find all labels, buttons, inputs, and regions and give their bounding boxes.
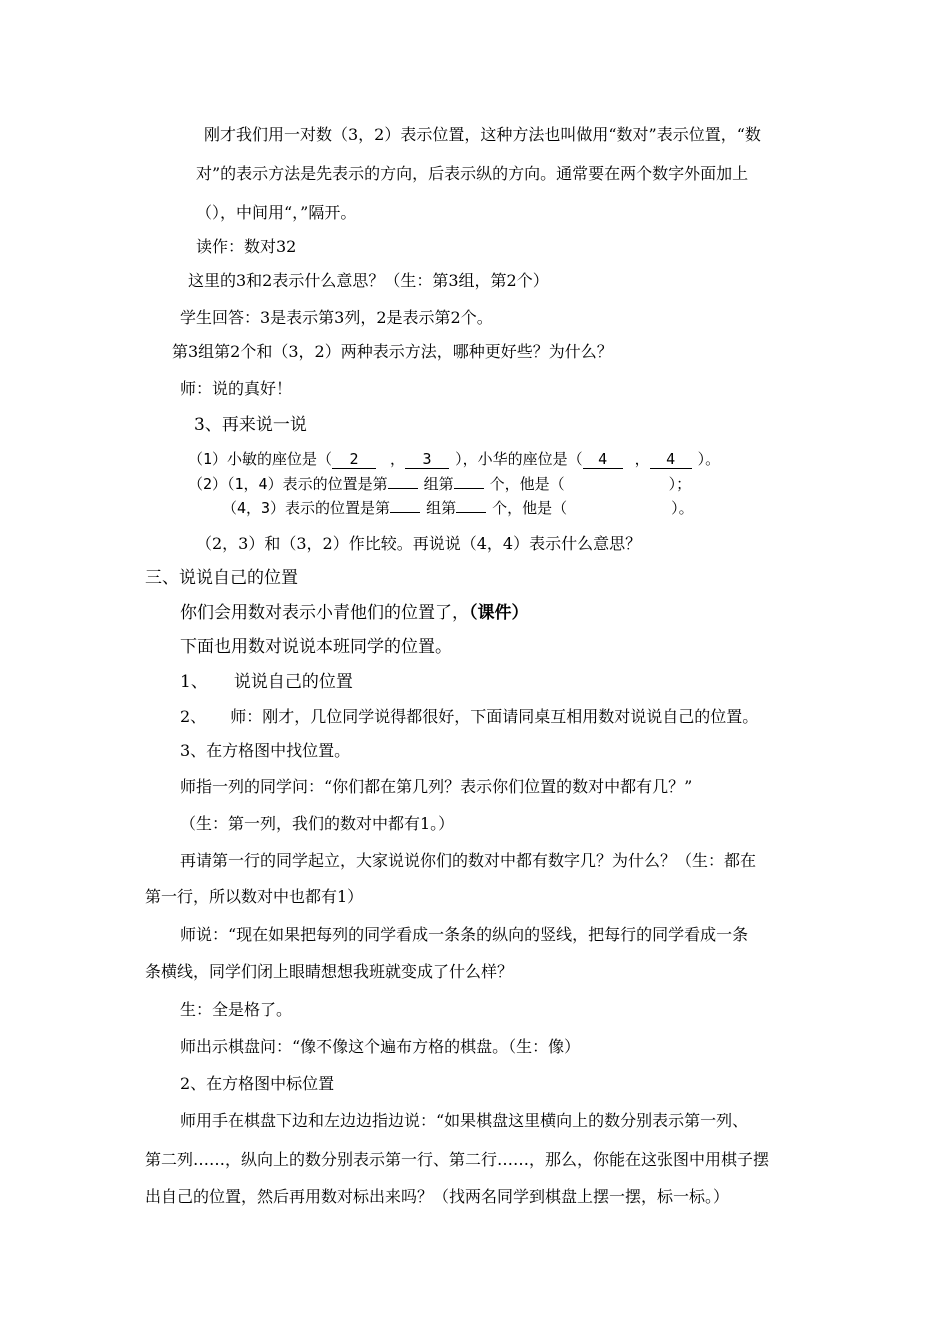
final-line1: 师用手在棋盘下边和左边边指边说：“如果棋盘这里横向上的数分别表示第一列、: [180, 1111, 749, 1130]
q3-prefix: （4，3）表示的位置是第: [222, 499, 391, 517]
step1-text: 说说自己的位置: [233, 672, 353, 692]
step1: [180, 671, 353, 693]
step3: 3、在方格图中找位置。: [180, 741, 351, 760]
para1-line2: 对”的表示方法是先表示的方向，后表示纵的方向。通常要在两个数字外面加上: [196, 164, 749, 183]
q1-prefix: （1）小敏的座位是（: [188, 450, 333, 468]
read-as-line: 读作：数对32: [196, 237, 297, 256]
q1-blank-c: 4: [583, 450, 623, 469]
q1-mid: ），小华的座位是（: [455, 450, 583, 468]
student-reply: （生：第一列，我们的数对中都有1。）: [180, 814, 455, 833]
q2-prefix: （2）（1，4）表示的位置是第: [188, 475, 388, 493]
q2-group: 组第: [423, 475, 454, 493]
intro-text: 你们会用数对表示小青他们的位置了，: [180, 603, 469, 623]
teacher-says-line2: 条横线，同学们闭上眼睛想想我班就变成了什么样？: [145, 962, 514, 981]
teacher-ask: 师指一列的同学问：“你们都在第几列？表示你们位置的数对中都有几？”: [180, 777, 693, 796]
q1-blank-b: 3: [405, 450, 449, 469]
q3-end: ）。: [671, 499, 694, 517]
step2-text: 师：刚才，几位同学说得都很好，下面请同桌互相用数对说说自己的位置。: [230, 707, 759, 726]
exercise-q3: [222, 497, 694, 519]
step-mark: 2、在方格图中标位置: [180, 1074, 335, 1093]
teacher-says-line1: 师说：“现在如果把每列的同学看成一条条的纵向的竖线，把每行的同学看成一条: [180, 925, 749, 944]
step2: [180, 706, 758, 728]
row-question-line2: 第一行，所以数对中也都有1）: [145, 887, 364, 906]
q2-blank-group: [388, 488, 418, 489]
exercise-q1: [188, 448, 720, 470]
para1-line3: （），中间用“，”隔开。: [196, 203, 357, 222]
intro-line2: 下面也用数对说说本班同学的位置。: [180, 637, 452, 657]
q1-comma2: ，: [634, 450, 650, 468]
final-line2: 第二列……，纵向上的数分别表示第一行、第二行……，那么，你能在这张图中用棋子摆: [145, 1150, 770, 1169]
q1-blank-d: 4: [650, 450, 692, 469]
student-grid: 生：全是格了。: [180, 1000, 293, 1019]
step2-num: 2、: [180, 707, 207, 726]
q3-blank-group: [390, 512, 420, 513]
courseware-label: （课件）: [469, 603, 529, 623]
teacher-praise: 师：说的真好！: [180, 379, 293, 398]
q2-blank-item: [454, 488, 484, 489]
q2-end: ）；: [668, 475, 692, 493]
exercise-q2: [188, 473, 691, 495]
heading-3: 三、说说自己的位置: [145, 568, 298, 588]
question-meaning: 这里的3和2表示什么意思？（生：第3组，第2个）: [188, 271, 549, 290]
para1-line1: 刚才我们用一对数（3，2）表示位置，这种方法也叫做用“数对”表示位置，“数: [204, 125, 761, 144]
step1-num: 1、: [180, 672, 208, 692]
row-question-line1: 再请第一行的同学起立，大家说说你们的数对中都有数字几？为什么？（生：都在: [180, 851, 757, 870]
q1-end: ）。: [697, 450, 721, 468]
q3-group: 组第: [426, 499, 457, 517]
q2-item: 个，他是（: [489, 475, 565, 493]
teacher-board: 师出示棋盘问：“像不像这个遍布方格的棋盘。（生：像）: [180, 1037, 581, 1056]
compare-pairs: （2，3）和（3，2）作比较。再说说（4，4）表示什么意思？: [196, 534, 642, 553]
student-answer: 学生回答：3是表示第3列，2是表示第2个。: [180, 308, 493, 327]
section3-title: 3、再来说一说: [194, 415, 307, 435]
q1-blank-a: 2: [332, 450, 376, 469]
q3-blank-item: [456, 512, 486, 513]
q3-item: 个，他是（: [492, 499, 568, 517]
q1-comma1: ，: [390, 450, 406, 468]
compare-question: 第3组第2个和（3，2）两种表示方法，哪种更好些？为什么？: [172, 342, 613, 361]
final-line3: 出自己的位置，然后再用数对标出来吗？（找两名同学到棋盘上摆一摆，标一标。）: [145, 1187, 730, 1206]
intro-line1: [180, 602, 529, 624]
